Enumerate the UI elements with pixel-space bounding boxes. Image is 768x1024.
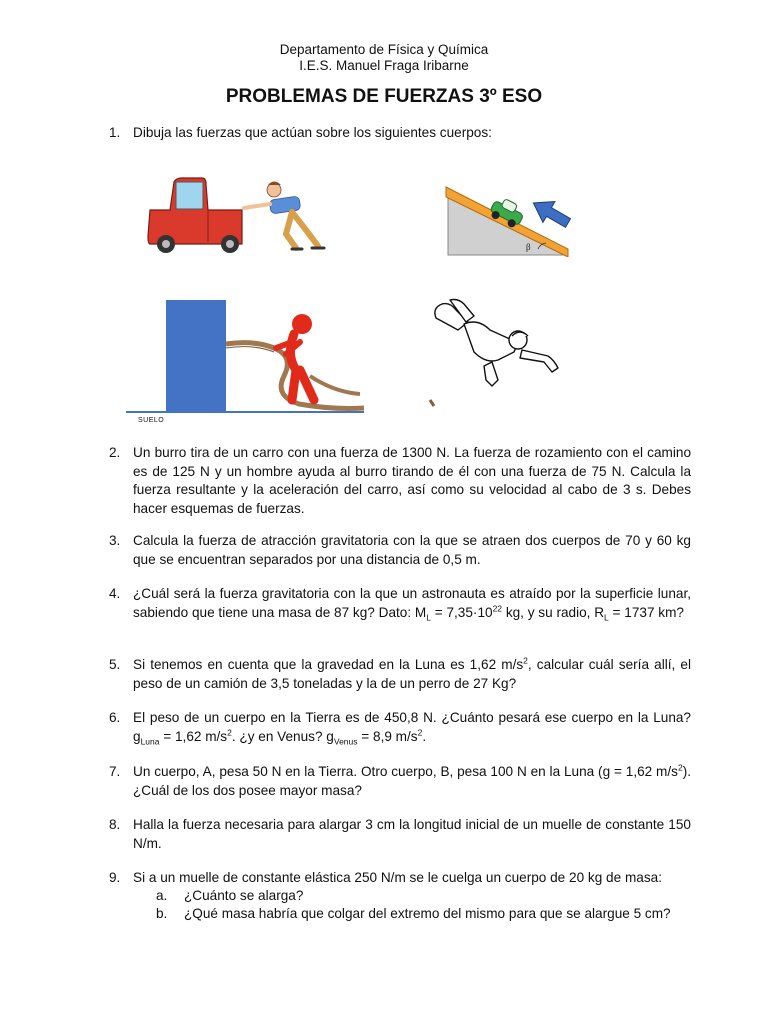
question-7: [109, 763, 691, 800]
department-name: Departamento de Física y Química: [279, 42, 489, 57]
question-number: 7.: [109, 764, 121, 779]
question-number: 8.: [109, 817, 121, 832]
question-2: [109, 444, 691, 518]
question-8: [109, 816, 691, 853]
question-number: 1.: [109, 125, 121, 140]
question-text: El peso de un cuerpo en la Tierra es de 450,8 N. ¿Cuánto pesará ese cuerpo en la Luna? $g_{Luna} = 1,62$ $m/s^2$. ¿y en Venus? $g_{Venus} = 8,9$ $m/s^2$.: [133, 710, 691, 747]
question-6: [109, 709, 691, 746]
part-label: b.: [156, 906, 168, 921]
question-text: Un cuerpo, A, pesa 50 N en la Tierra. Otro cuerpo, B, pesa 100 N en la Luna (g = 1,62 $m/s^2$). ¿Cuál de los dos posee mayor masa?: [133, 762, 691, 798]
question-text: Dibuja las fuerzas que actúan sobre los siguientes cuerpos:: [133, 125, 492, 140]
part-text: ¿Qué masa habría que colgar del extremo del mismo para que se alargue 5 cm?: [184, 906, 671, 921]
question-text: Calcula la fuerza de atracción gravitatoria con la que se atraen dos cuerpos de 70 y 60 kg que se encuentran separados por una distancia de 0,5 m.: [133, 533, 691, 567]
question-number: 9.: [109, 870, 121, 885]
block-and-rope-illustration: [124, 296, 370, 414]
part-text: ¿Cuánto se alarga?: [184, 888, 304, 903]
question-number: 5.: [109, 657, 121, 672]
question-4: [109, 585, 691, 622]
skydiver-illustration: [428, 296, 568, 408]
question-number: 3.: [109, 533, 121, 548]
car-pushed-by-man-illustration: [146, 176, 332, 254]
school-name: I.E.S. Manuel Fraga Iribarne: [299, 58, 469, 73]
question-9: [109, 869, 691, 888]
question-text: Si tenemos en cuenta que la gravedad en la Luna es 1,62 $m/s^2$, calcular cuál sería allí, el peso de un camión de 3,5 toneladas y la de un perro de 27 Kg?: [133, 655, 691, 691]
incline-car-illustration: [444, 183, 600, 257]
question-text: ¿Cuál será la fuerza gravitatoria con la que un astronauta es atraído por la superficie lunar, sabiendo que tiene una masa de 87 kg? Dato: $M_L = 7,35\cdot 10^{22}$ kg, y su radio, $R_L = 1737$ km?: [133, 586, 691, 623]
question-number: 2.: [109, 445, 121, 460]
question-3: [109, 532, 691, 569]
question-number: 6.: [109, 710, 121, 725]
angle-label: β: [526, 242, 531, 252]
question-number: 4.: [109, 586, 121, 601]
question-text: Un burro tira de un carro con una fuerza de 1300 N. La fuerza de rozamiento con el camino es de 125 N y un hombre ayuda al burro tirando de él con una fuerza de 75 N. Calcula la fuerza resultante y la aceleración del carro, así como su velocidad al cabo de 3 s. Debes hacer esquemas de fuerzas.: [133, 445, 691, 516]
question-text: Halla la fuerza necesaria para alargar 3 cm la longitud inicial de un muelle de constante 150 N/m.: [133, 817, 691, 851]
ground-label: SUELO: [138, 417, 165, 424]
page-title: PROBLEMAS DE FUERZAS 3º ESO: [225, 86, 543, 107]
part-label: a.: [156, 888, 168, 903]
question-text: Si a un muelle de constante elástica 250 N/m se le cuelga un cuerpo de 20 kg de masa:: [133, 870, 662, 885]
question-5: [109, 656, 691, 693]
question-1: [109, 124, 691, 143]
